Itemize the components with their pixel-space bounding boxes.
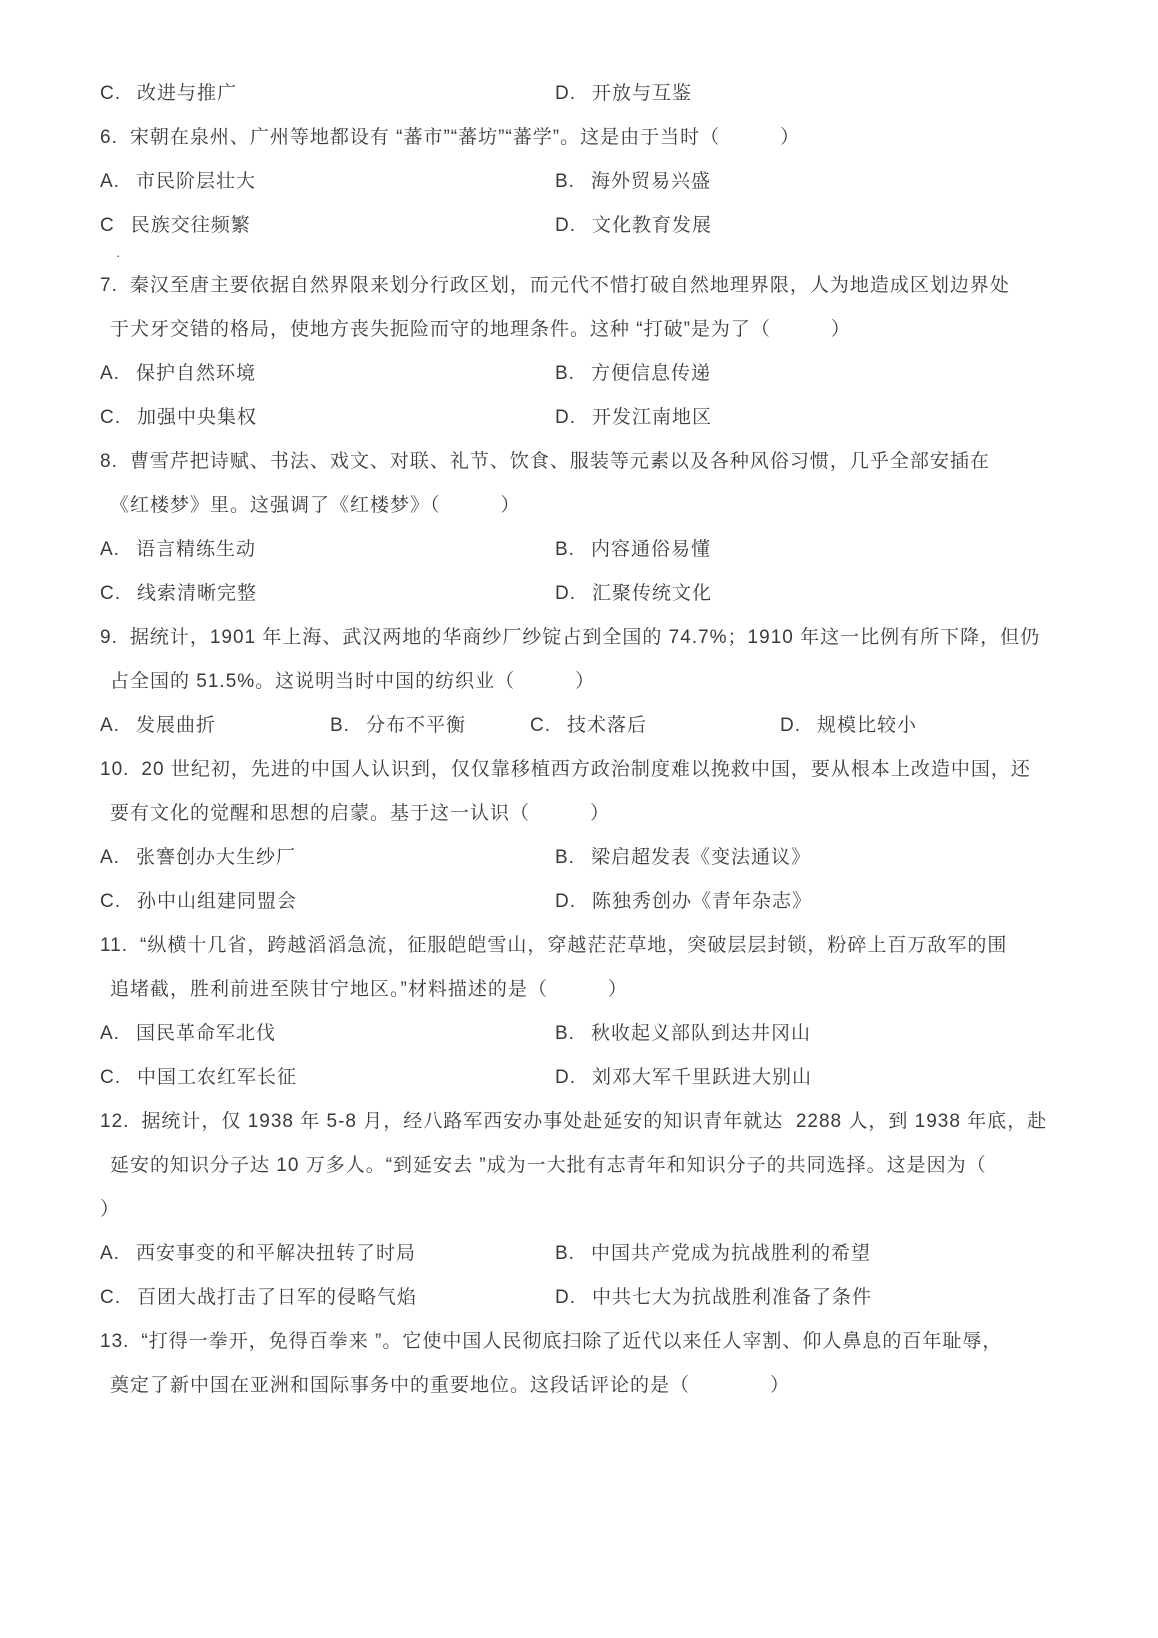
question-stem-text: 20 世纪初，先进的中国人认识到，仅仅靠移植西方政治制度难以挽救中国，要从根本上改造中国，还 <box>141 759 1031 780</box>
option-text: 中共七大为抗战胜利准备了条件 <box>592 1287 873 1308</box>
option-b <box>555 1232 1100 1276</box>
question-13 <box>100 1320 1100 1408</box>
option-label: A. <box>100 1023 120 1044</box>
question-number: 13. <box>100 1331 130 1352</box>
option-label: C. <box>530 715 551 736</box>
option-text: 保护自然环境 <box>135 363 256 384</box>
option-label: D. <box>780 715 801 736</box>
question-5-tail-options <box>100 72 1100 116</box>
option-label: B. <box>555 171 575 192</box>
option-d <box>555 204 1100 248</box>
option-text: 方便信息传递 <box>590 363 711 384</box>
question-number: 11. <box>100 935 129 956</box>
question-stem-line: 占全国的 51.5%。这说明当时中国的纺织业（ ） <box>110 671 596 692</box>
question-stem-line: 要有文化的觉醒和思想的启蒙。基于这一认识（ ） <box>110 803 611 824</box>
option-text: 文化教育发展 <box>592 215 713 236</box>
question-stem-line <box>100 264 1100 308</box>
option-d <box>555 72 1100 116</box>
option-c <box>100 1276 555 1320</box>
option-label: B. <box>555 539 575 560</box>
option-d <box>555 572 1100 616</box>
option-text: 汇聚传统文化 <box>592 583 713 604</box>
question-stem-line <box>100 1100 1100 1144</box>
option-label: A. <box>100 171 120 192</box>
option-c <box>100 72 555 116</box>
option-text: 陈独秀创办《青年杂志》 <box>592 891 813 912</box>
option-text: 百团大战打击了日军的侵略气焰 <box>137 1287 418 1308</box>
options-grid <box>100 1232 1100 1320</box>
option-text: 改进与推广 <box>137 83 238 104</box>
options-grid <box>100 352 1100 440</box>
options-grid <box>100 836 1100 924</box>
question-number: 9. <box>100 627 118 648</box>
option-text: 张謇创办大生纱厂 <box>135 847 296 868</box>
question-8 <box>100 440 1100 616</box>
option-text: 西安事变的和平解决扭转了时局 <box>135 1243 416 1264</box>
option-a <box>100 1012 555 1056</box>
option-label: B. <box>330 715 350 736</box>
option-label: D. <box>555 407 576 428</box>
option-text: 开发江南地区 <box>592 407 713 428</box>
option-c <box>100 204 555 248</box>
question-stem-line <box>100 616 1100 660</box>
option-text: 技术落后 <box>567 715 648 736</box>
question-11 <box>100 924 1100 1100</box>
option-text: 发展曲折 <box>135 715 216 736</box>
option-label: B. <box>555 1023 575 1044</box>
option-label: A. <box>100 539 120 560</box>
option-c <box>100 396 555 440</box>
question-stem-text: 曹雪芹把诗赋、书法、戏文、对联、礼节、饮食、服装等元素以及各种风俗习惯，几乎全部安插在 <box>129 451 990 472</box>
option-d <box>555 1276 1100 1320</box>
question-10 <box>100 748 1100 924</box>
question-stem-text: 宋朝在泉州、广州等地都设有 “蕃市”“蕃坊”“蕃学”。这是由于当时（ ） <box>129 127 801 148</box>
option-label: C. <box>100 83 121 104</box>
question-number: 6. <box>100 127 118 148</box>
option-text: 开放与互鉴 <box>592 83 693 104</box>
option-c <box>100 880 555 924</box>
option-d <box>555 1056 1100 1100</box>
option-label: C. <box>100 1067 121 1088</box>
option-label: B. <box>555 1243 575 1264</box>
option-a <box>100 352 555 396</box>
option-label: D. <box>555 83 576 104</box>
question-stem-line: ） <box>100 1199 121 1220</box>
option-text: 语言精练生动 <box>135 539 256 560</box>
option-text: 海外贸易兴盛 <box>590 171 711 192</box>
option-label: A. <box>100 363 120 384</box>
option-text: 加强中央集权 <box>137 407 258 428</box>
question-stem-text: 据统计，1901 年上海、武汉两地的华商纱厂纱锭占到全国的 74.7%；1910 年这一比例有所下降，但仍 <box>129 627 1041 648</box>
option-text: 国民革命军北伐 <box>135 1023 276 1044</box>
option-label: A. <box>100 847 120 868</box>
option-text: 梁启超发表《变法通议》 <box>590 847 811 868</box>
question-stem-text: “纵横十几省，跨越滔滔急流，征服皑皑雪山，穿越茫茫草地，突破层层封锁，粉碎上百万敌军的围 <box>140 935 1008 956</box>
question-stem-line: 追堵截，胜利前进至陕甘宁地区。”材料描述的是（ ） <box>110 979 628 1000</box>
option-label: B. <box>555 847 575 868</box>
option-a <box>100 836 555 880</box>
question-9 <box>100 616 1100 748</box>
option-d <box>555 880 1100 924</box>
option-d <box>555 396 1100 440</box>
option-text: 民族交往频繁 <box>130 215 251 236</box>
option-a <box>100 528 555 572</box>
option-label: D. <box>555 215 576 236</box>
question-12 <box>100 1100 1100 1320</box>
option-label: C. <box>100 1287 121 1308</box>
option-text: 中国工农红军长征 <box>137 1067 298 1088</box>
question-number: 10. <box>100 759 130 780</box>
stray-dot-mark: · <box>116 248 121 263</box>
option-label: C <box>100 215 115 236</box>
option-label: A. <box>100 715 120 736</box>
options-grid <box>100 704 1100 748</box>
option-text: 规模比较小 <box>817 715 918 736</box>
option-label: D. <box>555 891 576 912</box>
option-label: C. <box>100 407 121 428</box>
option-b <box>555 528 1100 572</box>
options-grid <box>100 1012 1100 1100</box>
question-stem-text: 据统计，仅 1938 年 5-8 月，经八路军西安办事处赴延安的知识青年就达 2288 人，到 1938 年底，赴 <box>141 1111 1048 1132</box>
question-number: 12. <box>100 1111 130 1132</box>
option-b <box>555 836 1100 880</box>
option-b <box>555 160 1100 204</box>
question-7 <box>100 264 1100 440</box>
option-text: 孙中山组建同盟会 <box>137 891 298 912</box>
question-number: 8. <box>100 451 118 472</box>
option-c <box>100 1056 555 1100</box>
option-b <box>555 1012 1100 1056</box>
option-label: A. <box>100 1243 120 1264</box>
question-stem-line <box>100 924 1100 968</box>
option-label: D. <box>555 1287 576 1308</box>
question-stem-line: 奠定了新中国在亚洲和国际事务中的重要地位。这段话评论的是（ ） <box>110 1375 791 1396</box>
option-text: 内容通俗易懂 <box>590 539 711 560</box>
option-c <box>100 572 555 616</box>
option-label: D. <box>555 1067 576 1088</box>
option-label: C. <box>100 891 121 912</box>
question-stem-line <box>100 748 1100 792</box>
question-stem-line <box>100 440 1100 484</box>
option-c <box>530 704 780 748</box>
option-b <box>555 352 1100 396</box>
option-label: C. <box>100 583 121 604</box>
question-stem-line <box>100 116 1100 160</box>
option-text: 秋收起义部队到达井冈山 <box>590 1023 811 1044</box>
option-a <box>100 704 330 748</box>
question-stem-line: 《红楼梦》里。这强调了《红楼梦》（ ） <box>110 495 521 516</box>
option-text: 分布不平衡 <box>365 715 466 736</box>
option-b <box>330 704 530 748</box>
option-label: D. <box>555 583 576 604</box>
option-text: 市民阶层壮大 <box>135 171 256 192</box>
option-label: B. <box>555 363 575 384</box>
options-grid <box>100 160 1100 248</box>
option-text: 线索清晰完整 <box>137 583 258 604</box>
option-a <box>100 160 555 204</box>
question-stem-text: “打得一拳开，免得百拳来 ”。它使中国人民彻底扫除了近代以来任人宰割、仰人鼻息的百年耻辱， <box>141 1331 1003 1352</box>
question-number: 7. <box>100 275 118 296</box>
question-stem-text: 秦汉至唐主要依据自然界限来划分行政区划，而元代不惜打破自然地理界限，人为地造成区划边界处 <box>129 275 1010 296</box>
question-6 <box>100 116 1100 264</box>
option-text: 刘邓大军千里跃进大别山 <box>592 1067 813 1088</box>
option-a <box>100 1232 555 1276</box>
options-grid <box>100 528 1100 616</box>
question-stem-line <box>100 1320 1100 1364</box>
option-text: 中国共产党成为抗战胜利的希望 <box>590 1243 871 1264</box>
option-d <box>780 704 1100 748</box>
question-stem-line: 于犬牙交错的格局，使地方丧失扼险而守的地理条件。这种 “打破”是为了（ ） <box>110 319 851 340</box>
question-stem-line: 延安的知识分子达 10 万多人。“到延安去 ”成为一大批有志青年和知识分子的共同选择。这是因为（ <box>110 1155 987 1176</box>
